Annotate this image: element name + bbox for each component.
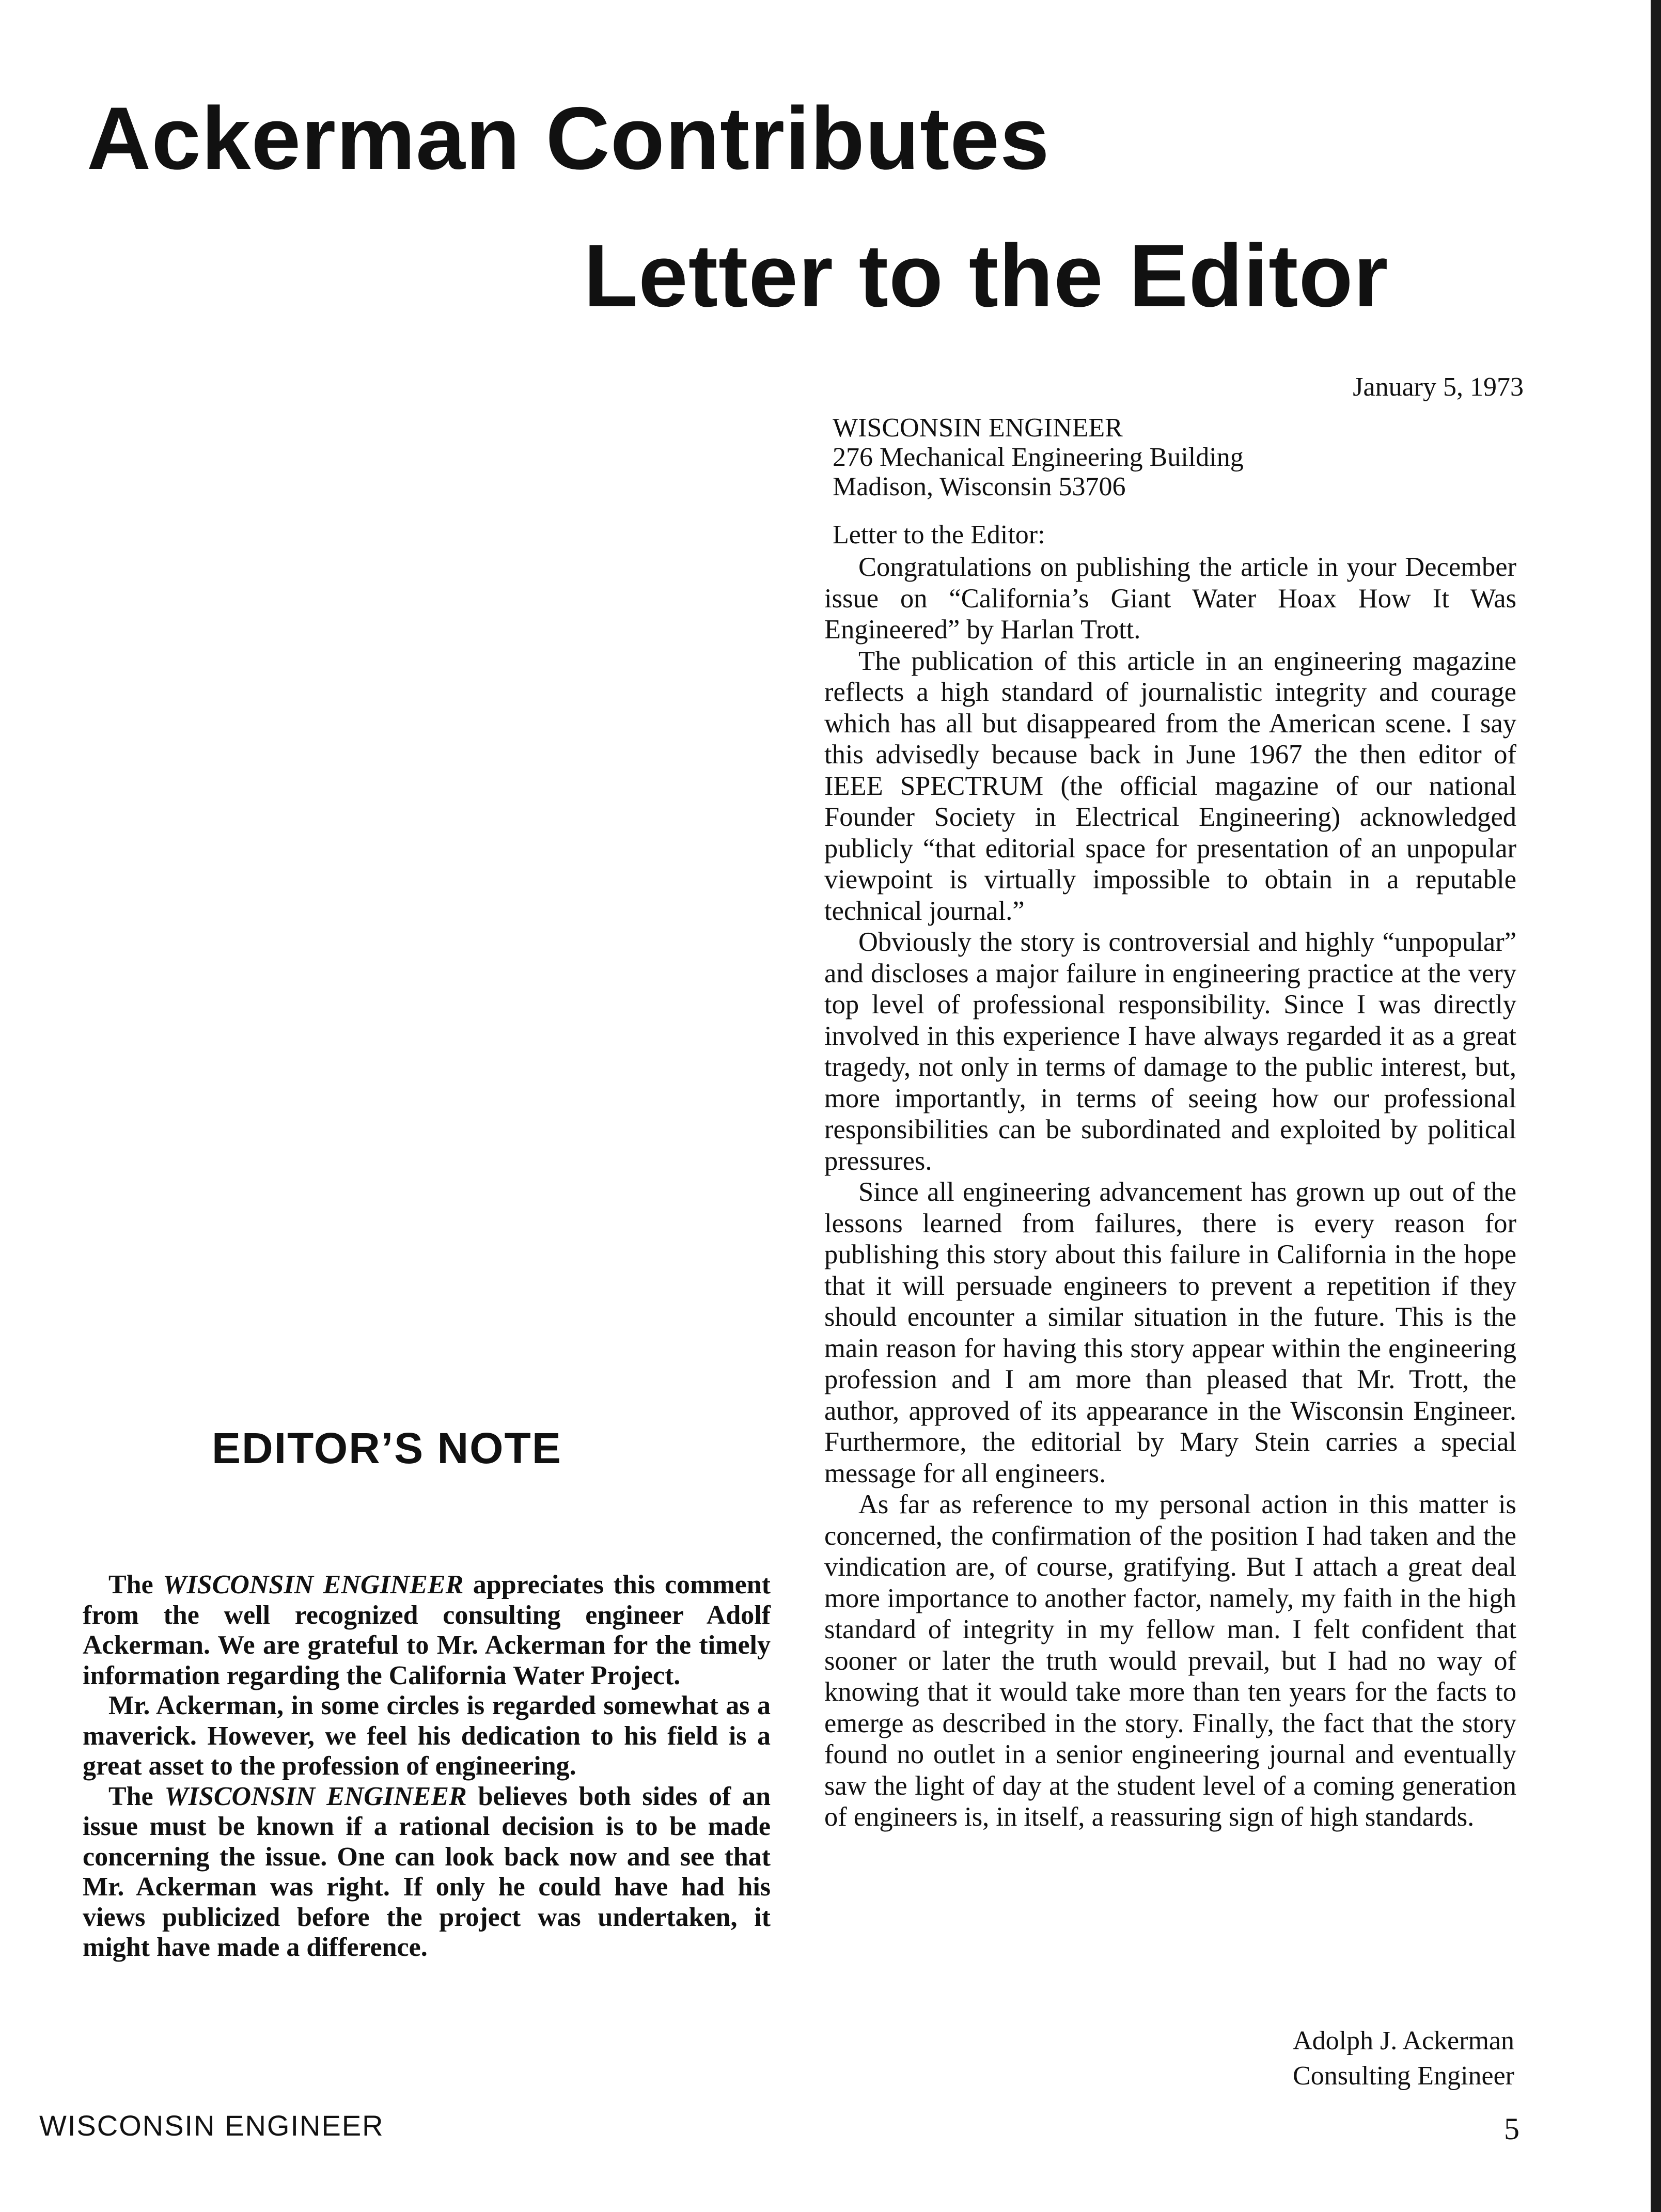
letter-signature bbox=[1293, 2023, 1514, 2094]
article-title-line-1: Ackerman Contributes bbox=[87, 89, 1050, 188]
note-text: The bbox=[108, 1570, 163, 1599]
letter-salutation: Letter to the Editor: bbox=[833, 520, 1045, 550]
letter-address bbox=[833, 413, 1525, 501]
signature-name: Adolph J. Ackerman bbox=[1293, 2026, 1514, 2056]
note-text: The bbox=[108, 1781, 165, 1811]
editors-note-heading: EDITOR’S NOTE bbox=[212, 1424, 562, 1472]
signature-title: Consulting Engineer bbox=[1293, 2061, 1514, 2091]
letter-paragraph: The publication of this article in an engineering magazine reflects a high standard of journalistic integrity and courage which has all but disappeared from the American scene. I say this advisedly because back in June 1967 the then editor of IEEE SPECTRUM (the official magazine of our national Founder Society in Electrical Engineering) acknowledged publicly “that editorial space for presentation of an unpopular viewpoint is virtually impossible to obtain in a reputable technical journal.” bbox=[824, 646, 1516, 926]
footer-publication-name: WISCONSIN ENGINEER bbox=[39, 2109, 384, 2142]
publication-name-italic: WISCONSIN ENGINEER bbox=[163, 1570, 464, 1599]
footer-page-number: 5 bbox=[1504, 2112, 1519, 2146]
publication-name-italic: WISCONSIN ENGINEER bbox=[164, 1781, 467, 1811]
letter-paragraph: Since all engineering advancement has grown up out of the lessons learned from failures, there is every reason for publishing this story about this failure in California in the hope that it will persuade engineers to prevent a repetition if they should encounter a similar situation in the future. This is the main reason for having this story appear within the engineering profession and I am more than pleased that Mr. Trott, the author, approved of its appearance in the Wisconsin Engineer. Furthermore, the editorial by Mary Stein carries a special message for all engineers. bbox=[824, 1177, 1516, 1488]
article-title-line-2: Letter to the Editor bbox=[584, 226, 1389, 325]
address-line: WISCONSIN ENGINEER bbox=[833, 413, 1123, 443]
letter-date: January 5, 1973 bbox=[1353, 372, 1524, 402]
address-line: 276 Mechanical Engineering Building bbox=[833, 443, 1244, 472]
editors-note-paragraph: Mr. Ackerman, in some circles is regarded somewhat as a maverick. However, we feel his dedication to his field is a great asset to the profession of engineering. bbox=[83, 1691, 771, 1781]
note-text: believes both sides of an issue must be known if a rational decision is to be made concerning the issue. One can look back now and see that Mr. Ackerman was right. If only he could have had his views publicized before the project was undertaken, it might have made a difference. bbox=[83, 1781, 771, 1962]
page-edge-bar bbox=[1651, 0, 1661, 2212]
editors-note-paragraph bbox=[83, 1570, 771, 1691]
address-line: Madison, Wisconsin 53706 bbox=[833, 472, 1126, 501]
letter-body bbox=[824, 552, 1516, 1833]
editors-note-paragraph bbox=[83, 1782, 771, 1963]
letter-paragraph: Congratulations on publishing the article in your December issue on “California’s Giant Water Hoax How It Was Engineered” by Harlan Trott. bbox=[824, 552, 1516, 645]
editors-note-body bbox=[83, 1570, 771, 1963]
letter-paragraph: Obviously the story is controversial and highly “unpopular” and discloses a major failure in engineering practice at the very top level of professional responsibility. Since I was directly involved in this experience I have always regarded it as a great tragedy, not only in terms of damage to the public interest, but, more importantly, in terms of seeing how our professional responsibilities can be subordinated and exploited by political pressures. bbox=[824, 927, 1516, 1176]
letter-paragraph: As far as reference to my personal action in this matter is concerned, the confirmation of the position I had taken and the vindication are, of course, gratifying. But I attach a great deal more importance to another factor, namely, my faith in the high standard of integrity in my fellow man. I felt confident that sooner or later the truth would prevail, but I had no way of knowing that it would take more than ten years for the facts to emerge as described in the story. Finally, the fact that the story found no outlet in a senior engineering journal and eventually saw the light of day at the student level of a coming generation of engineers is, in itself, a reassuring sign of high standards. bbox=[824, 1489, 1516, 1832]
note-text: appreciates this comment from the well recognized consulting engineer Adolf Ackerman. We are grateful to Mr. Ackerman for the timely information regarding the California Water Project. bbox=[83, 1570, 771, 1690]
